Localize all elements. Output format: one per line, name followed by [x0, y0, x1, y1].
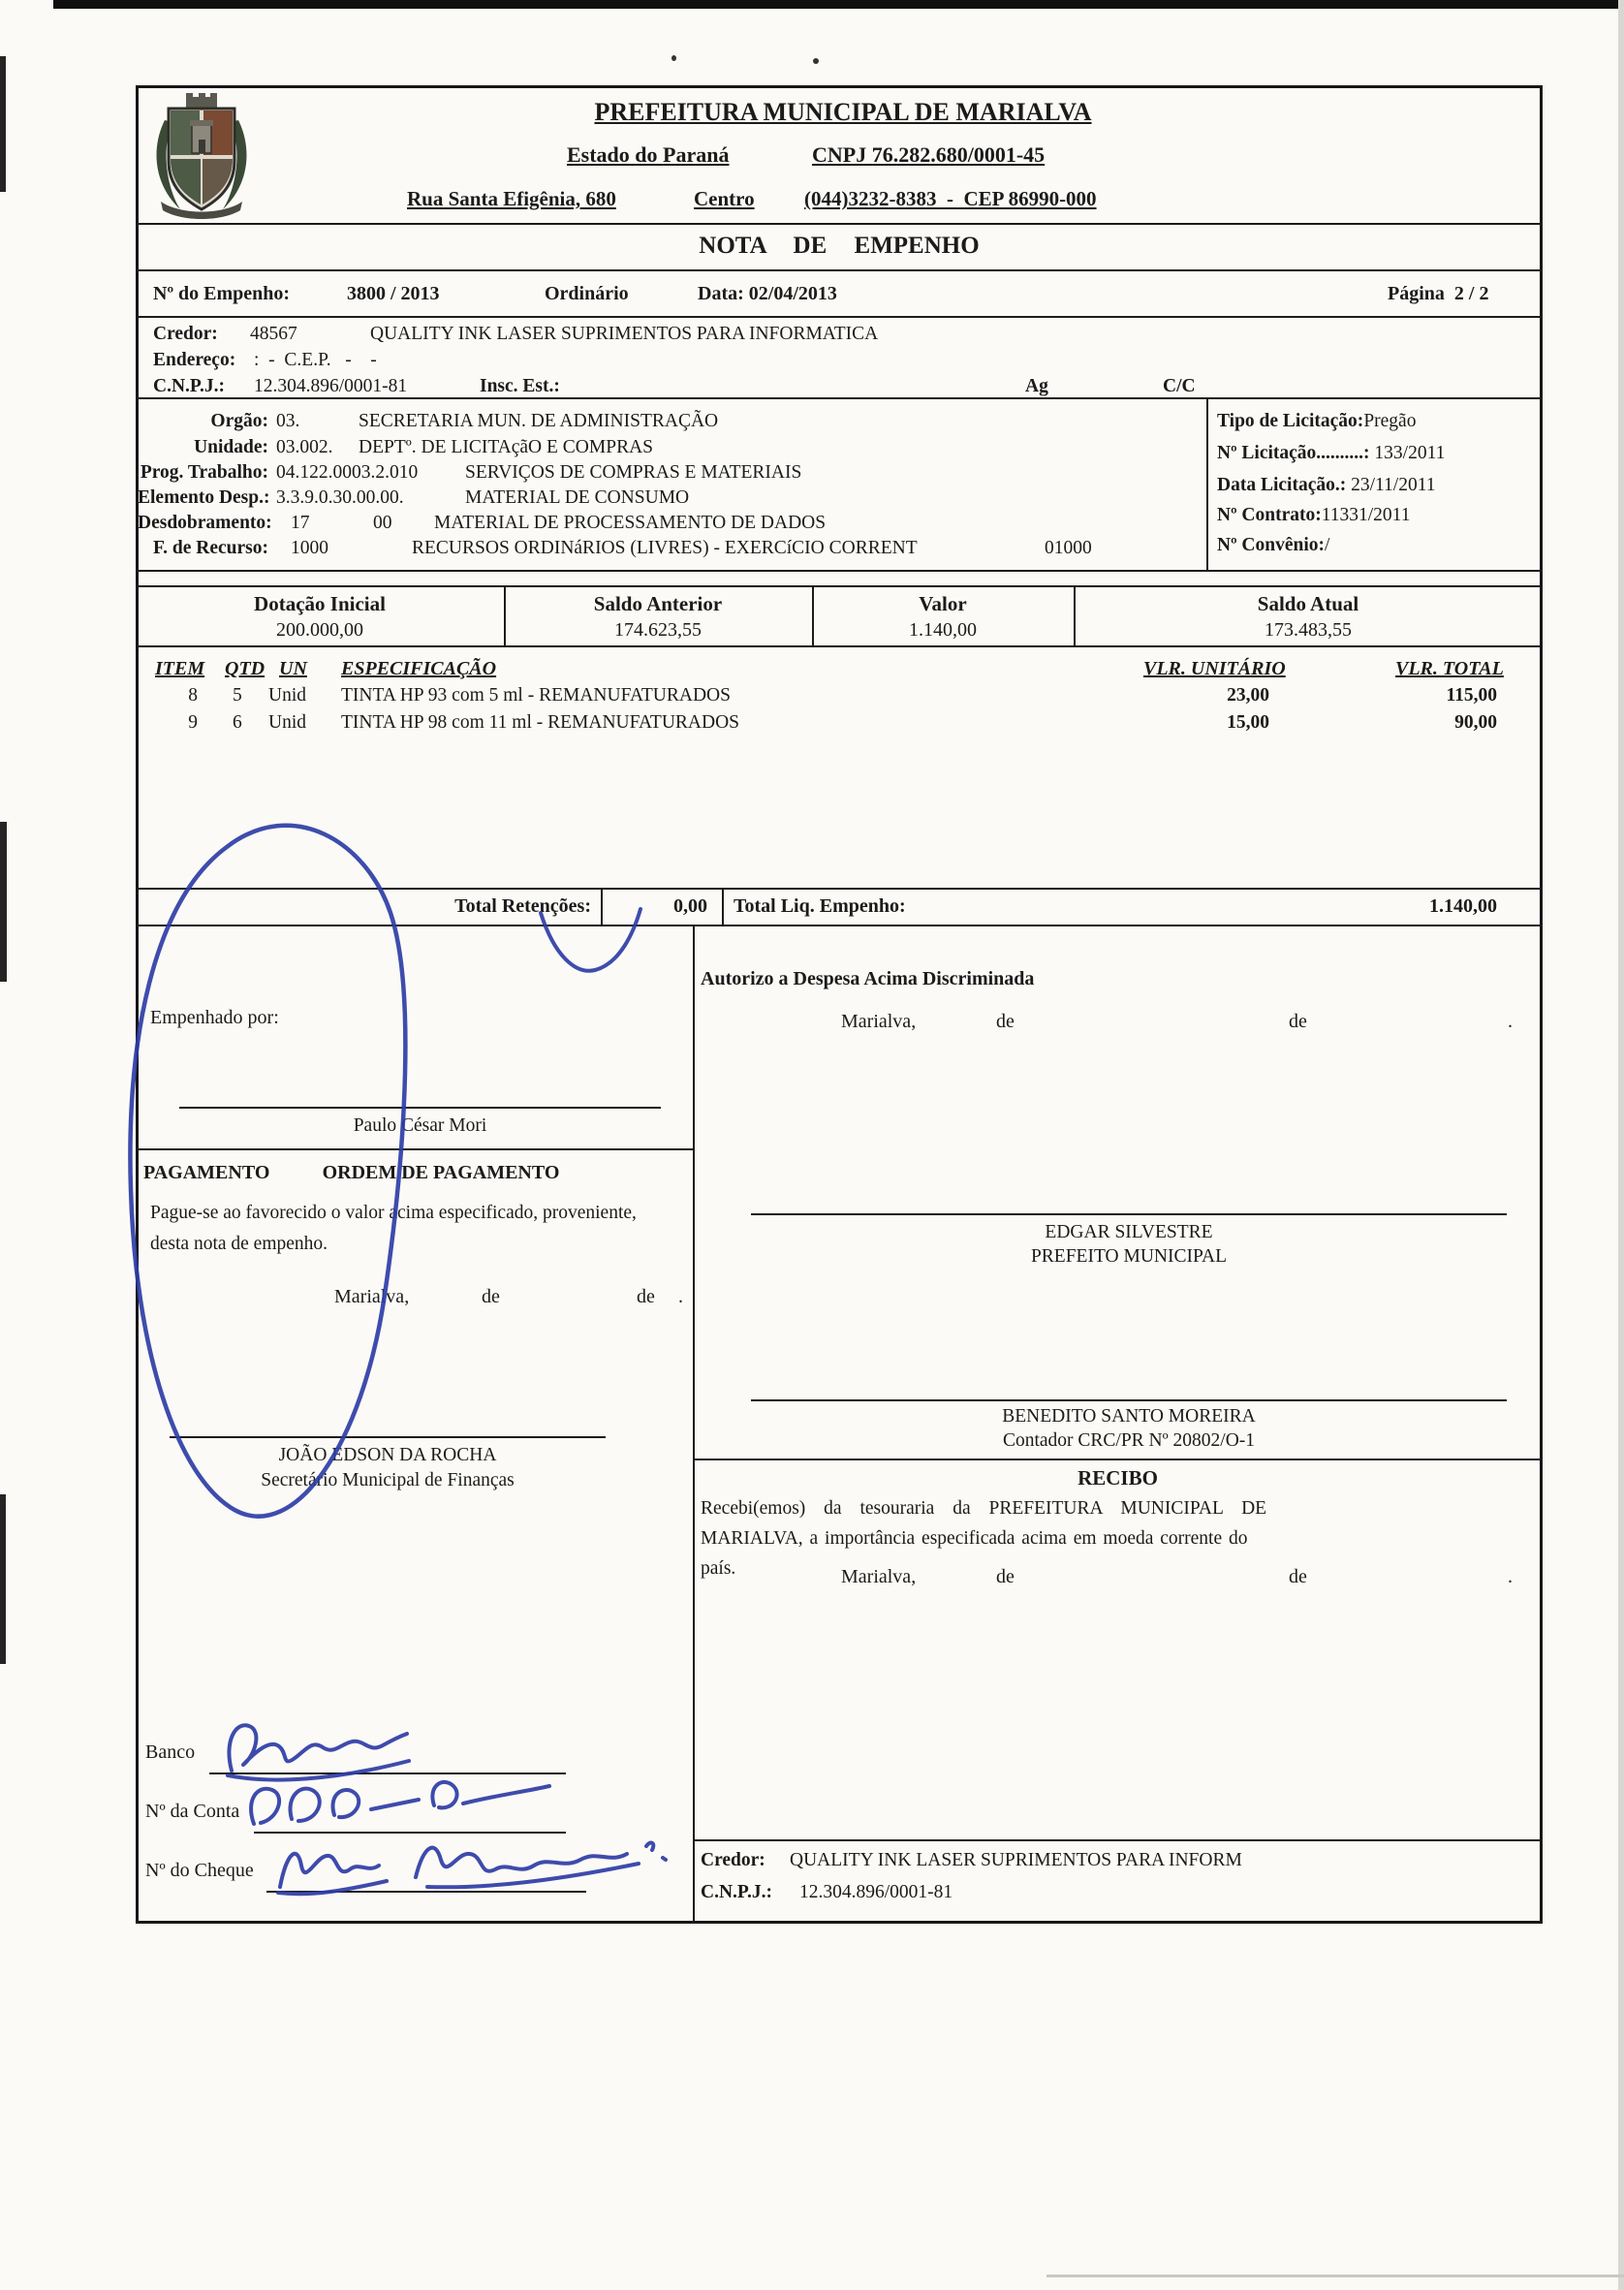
de-label: de — [482, 1286, 500, 1307]
divider-totais-2 — [722, 888, 724, 926]
secretario-name: JOÃO EDSON DA ROCHA — [278, 1445, 497, 1465]
elemento-desp-label: Elemento Desp.: — [138, 487, 270, 508]
divider-licitacao — [1206, 397, 1208, 570]
city-date-line: Marialva, — [841, 1011, 917, 1032]
insc-est-label: Insc. Est.: — [480, 376, 560, 396]
valor-header: Valor — [919, 592, 967, 615]
col-vlr-unitario: VLR. UNITÁRIO — [1143, 658, 1286, 679]
org-address: Rua Santa Efigênia, 680 — [407, 187, 616, 210]
recibo-title: RECIBO — [1077, 1466, 1158, 1490]
divider — [136, 570, 1543, 572]
scan-edge-left-1 — [0, 56, 6, 192]
empenho-type: Ordinário — [545, 283, 629, 304]
credor-label: Credor: — [153, 324, 218, 344]
cnpj-label: C.N.P.J.: — [153, 376, 226, 396]
signature-line — [179, 1107, 661, 1109]
scan-edge-bottom — [1046, 2274, 1624, 2277]
org-state: Estado do Paraná — [567, 142, 730, 167]
recibo-text-line1: Recebi(emos) da tesouraria da PREFEITURA MUNICIPAL DE — [701, 1498, 1267, 1519]
prog-trabalho-label: Prog. Trabalho: — [140, 462, 268, 483]
col-qtd: QTD — [225, 658, 265, 679]
orgao-label: Orgão: — [210, 411, 268, 431]
elemento-desp-code: 3.3.9.0.30.00.00. — [276, 487, 404, 508]
org-district: Centro — [694, 187, 755, 210]
empenho-number-label: Nº do Empenho: — [153, 283, 291, 304]
cheque-line — [266, 1891, 586, 1893]
saldo-anterior-header: Saldo Anterior — [593, 592, 723, 615]
signature-line — [751, 1213, 1507, 1215]
item-row-vlr-total: 90,00 — [1454, 712, 1497, 733]
num-licitacao-label: Nº Licitação..........: — [1217, 443, 1370, 463]
divider — [136, 316, 1543, 318]
elemento-desp-desc: MATERIAL DE CONSUMO — [465, 487, 690, 508]
empenhado-por-name: Paulo César Mori — [353, 1115, 487, 1136]
signature-line — [170, 1436, 606, 1438]
coat-of-arms-icon — [147, 91, 256, 217]
divider-rodape — [693, 925, 695, 1924]
divider-totais-1 — [601, 888, 603, 926]
banco-line — [209, 1772, 566, 1774]
item-row-qtd: 6 — [233, 712, 242, 733]
recibo-text-line3: país. — [701, 1558, 736, 1579]
empenho-date: Data: 02/04/2013 — [698, 283, 837, 304]
saldo-atual-header: Saldo Atual — [1257, 592, 1359, 615]
total-retencoes-value: 0,00 — [673, 895, 707, 917]
unidade-code: 03.002. — [276, 437, 333, 457]
unidade-desc: DEPTº. DE LICITAçãO E COMPRAS — [359, 437, 654, 457]
period-mark: . — [1508, 1011, 1513, 1032]
f-recurso-code: 1000 — [291, 538, 328, 558]
desdobramento-desc: MATERIAL DE PROCESSAMENTO DE DADOS — [434, 513, 827, 533]
recibo-cnpj-value: 12.304.896/0001-81 — [799, 1882, 953, 1902]
orgao-code: 03. — [276, 411, 300, 431]
de-label: de — [637, 1286, 655, 1307]
total-liq-value: 1.140,00 — [1429, 895, 1497, 917]
scan-speck-2 — [813, 58, 819, 64]
endereco-label: Endereço: — [153, 350, 236, 370]
f-recurso-extra: 01000 — [1045, 538, 1092, 558]
divider — [136, 223, 1543, 225]
autorizo-label: Autorizo a Despesa Acima Discriminada — [701, 968, 1035, 989]
empenho-number: 3800 / 2013 — [347, 283, 440, 304]
item-row-qtd: 5 — [233, 685, 242, 706]
item-row-un: Unid — [268, 685, 306, 706]
item-row-vlr-unit: 15,00 — [1227, 712, 1269, 733]
scan-speck-1 — [671, 55, 676, 61]
divider — [136, 888, 1543, 890]
org-cnpj: CNPJ 76.282.680/0001-45 — [812, 142, 1046, 167]
saldo-anterior-value: 174.623,55 — [614, 619, 702, 641]
num-contrato — [1217, 504, 1410, 527]
unidade-label: Unidade: — [194, 437, 268, 457]
data-licitacao — [1217, 474, 1435, 497]
dotacao-inicial-value: 200.000,00 — [276, 619, 363, 641]
dotacao-inicial-header: Dotação Inicial — [254, 592, 386, 615]
pague-se-text: Pague-se ao favorecido o valor acima especificado, proveniente, desta nota de empenho. — [150, 1203, 637, 1255]
de-label: de — [996, 1011, 1015, 1032]
recibo-credor-label: Credor: — [701, 1850, 765, 1870]
prog-trabalho-code: 04.122.0003.2.010 — [276, 462, 419, 483]
recibo-credor-value: QUALITY INK LASER SUPRIMENTOS PARA INFORM — [790, 1850, 1242, 1870]
credor-name: QUALITY INK LASER SUPRIMENTOS PARA INFORMATICA — [370, 324, 879, 344]
endereco-value: : - C.E.P. - - — [254, 350, 377, 370]
desdobramento-label: Desdobramento: — [138, 513, 272, 533]
page-indicator: Página 2 / 2 — [1388, 283, 1489, 304]
f-recurso-label: F. de Recurso: — [153, 538, 268, 558]
city-date-line: Marialva, — [841, 1566, 917, 1587]
cnpj-value: 12.304.896/0001-81 — [254, 376, 408, 396]
item-row-vlr-total: 115,00 — [1446, 685, 1497, 706]
num-convenio — [1217, 534, 1329, 557]
tipo-licitacao — [1217, 410, 1416, 433]
cheque-label: Nº do Cheque — [145, 1860, 254, 1881]
recibo-text-line2: MARIALVA, a importância especificada acima em moeda corrente do — [701, 1528, 1248, 1549]
num-licitacao — [1217, 442, 1445, 465]
recibo-cnpj-label: C.N.P.J.: — [701, 1882, 773, 1902]
divider-left-pagamento — [136, 1148, 695, 1150]
desdobramento-code: 17 — [291, 513, 310, 533]
period-mark: . — [1508, 1566, 1513, 1587]
tipo-licitacao-value: Pregão — [1363, 411, 1417, 431]
banco-label: Banco — [145, 1741, 196, 1763]
item-row-num: 8 — [188, 685, 198, 706]
conta-label: Nº da Conta — [145, 1801, 240, 1822]
col-item: ITEM — [155, 658, 205, 679]
num-convenio-value: / — [1324, 535, 1330, 555]
num-convenio-label: Nº Convênio: — [1217, 535, 1325, 555]
contador-title: Contador CRC/PR Nº 20802/O-1 — [1002, 1430, 1256, 1451]
signature-line — [751, 1399, 1507, 1401]
num-contrato-label: Nº Contrato: — [1217, 505, 1322, 525]
col-vlr-total: VLR. TOTAL — [1395, 658, 1504, 679]
scan-edge-left-2 — [0, 822, 7, 982]
num-contrato-value: 11331/2011 — [1321, 505, 1411, 525]
scan-edge-top — [53, 0, 1624, 9]
divider-right-recibo — [693, 1459, 1543, 1460]
scan-edge-right — [1618, 0, 1624, 2290]
ag-label: Ag — [1025, 376, 1048, 396]
pagamento-label: PAGAMENTO — [143, 1162, 270, 1183]
item-row-espec: TINTA HP 93 com 5 ml - REMANUFATURADOS — [341, 685, 731, 706]
col-un: UN — [279, 658, 307, 679]
num-licitacao-value: 133/2011 — [1369, 443, 1446, 463]
secretario-title: Secretário Municipal de Finanças — [261, 1470, 515, 1490]
cc-label: C/C — [1163, 376, 1196, 396]
period-mark: . — [678, 1286, 683, 1307]
desdobramento-code2: 00 — [373, 513, 392, 533]
credor-code: 48567 — [250, 324, 297, 344]
contador-name: BENEDITO SANTO MOREIRA — [1002, 1406, 1256, 1427]
city-date-line: Marialva, — [334, 1286, 410, 1307]
scan-edge-left-3 — [0, 1494, 6, 1664]
total-retencoes-label: Total Retenções: — [454, 895, 591, 917]
f-recurso-desc: RECURSOS ORDINáRIOS (LIVRES) - EXERCíCIO CORRENT — [412, 538, 918, 558]
conta-line — [254, 1832, 566, 1834]
saldo-atual-value: 173.483,55 — [1265, 619, 1352, 641]
prog-trabalho-desc: SERVIÇOS DE COMPRAS E MATERIAIS — [465, 462, 802, 483]
divider-right-credor — [693, 1839, 1543, 1841]
valor-value: 1.140,00 — [909, 619, 977, 641]
de-label: de — [996, 1566, 1015, 1587]
data-licitacao-label: Data Licitação.: — [1217, 475, 1347, 495]
orgao-desc: SECRETARIA MUN. DE ADMINISTRAÇÃO — [359, 411, 719, 431]
prefeito-name: EDGAR SILVESTRE — [1045, 1222, 1213, 1242]
divider — [136, 269, 1543, 271]
item-row-vlr-unit: 23,00 — [1227, 685, 1269, 706]
col-especificacao: ESPECIFICAÇÃO — [341, 658, 497, 679]
ordem-pagamento-label: ORDEM DE PAGAMENTO — [322, 1162, 560, 1183]
de-label: de — [1289, 1011, 1307, 1032]
tipo-licitacao-label: Tipo de Licitação: — [1217, 411, 1364, 431]
total-liq-label: Total Liq. Empenho: — [734, 895, 906, 917]
data-licitacao-value: 23/11/2011 — [1346, 475, 1436, 495]
divider — [136, 925, 1543, 926]
org-phone-cep: (044)3232-8383 - CEP 86990-000 — [804, 187, 1097, 210]
doc-title: NOTA DE EMPENHO — [699, 233, 980, 259]
org-title: PREFEITURA MUNICIPAL DE MARIALVA — [594, 98, 1092, 126]
de-label: de — [1289, 1566, 1307, 1587]
item-row-num: 9 — [188, 712, 198, 733]
empenhado-por-label: Empenhado por: — [150, 1007, 279, 1028]
prefeito-title: PREFEITO MUNICIPAL — [1030, 1246, 1228, 1267]
item-row-espec: TINTA HP 98 com 11 ml - REMANUFATURADOS — [341, 712, 740, 733]
item-row-un: Unid — [268, 712, 306, 733]
